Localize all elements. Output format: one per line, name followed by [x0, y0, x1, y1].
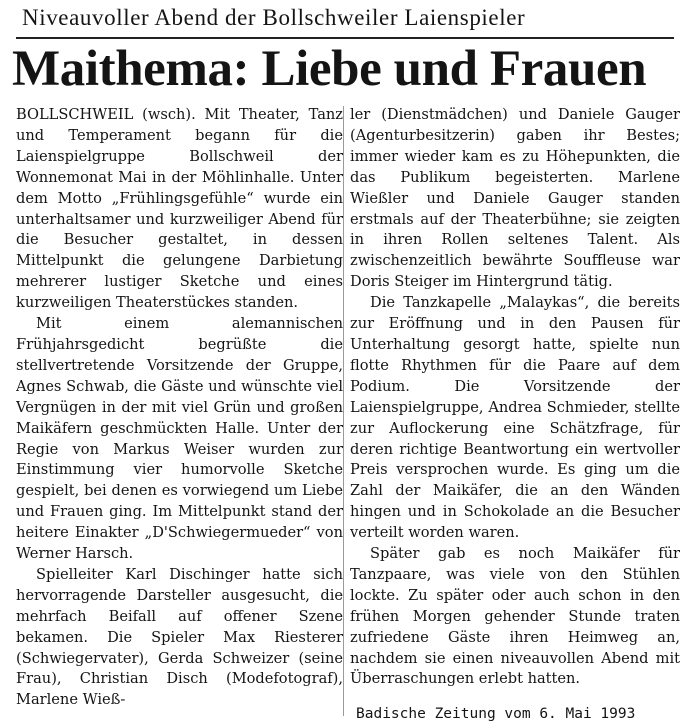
article-paragraph: Die Tanzkapelle „Malaykas“, die bereits zur Eröffnung und in den Pausen für Unterhaltung gesorgt hatte, spielte nun flotte Rhythmen für die Paare auf dem Podium. Die Vorsitzende der Laienspielgruppe, Andrea Schmieder, stellte zur Auflockerung eine Schätzfrage, für deren richtige Beantwortung ein wertvoller Preis versprochen wurde. Es ging um die Zahl der Maikäfer, die an den Wänden hingen und in Schokolade an die Besucher verteilt worden waren. — [350, 294, 680, 542]
column-divider — [343, 106, 344, 716]
article-headline: Maithema: Liebe und Frauen — [12, 41, 647, 97]
article-column-right — [350, 105, 680, 693]
article-paragraph: BOLLSCHWEIL (wsch). Mit Theater, Tanz und Temperament begann für die Laienspielgruppe Bollschweil der Wonnemonat Mai in der Möhlinhalle. Unter dem Motto „Frühlingsgefühle“ wurde ein unterhaltsamer und kurzweiliger Abend für die Besucher gestaltet, in dessen Mittelpunkt die gelungene Darbietung mehrerer lustiger Sketche und eines kurzweiligen Theaterstückes standen. — [16, 106, 343, 312]
source-note: Badische Zeitung vom 6. Mai 1993 — [356, 706, 636, 722]
article-column-left — [16, 105, 343, 725]
article-subheadline: Niveauvoller Abend der Bollschweiler Laienspieler — [22, 5, 526, 30]
article-paragraph: ler (Dienstmädchen) und Daniele Gauger (Agenturbesitzerin) gaben ihr Bestes; immer wieder kam es zu Höhepunkten, die das Publikum begeisterten. Marlene Wießler und Daniele Gauger standen erstmals auf der Theaterbühne; sie zeigten in ihren Rollen seltenes Talent. Als zwischenzeitlich bewährte Souffleuse war Doris Steiger im Hintergrund tätig. — [350, 106, 680, 291]
article-paragraph: Mit einem alemannischen Frühjahrsgedicht begrüßte die stellvertretende Vorsitzende der Gruppe, Agnes Schwab, die Gäste und wünschte viel Vergnügen in der mit viel Grün und großen Maikäfern geschmückten Halle. Unter der Regie von Markus Weiser wurden zur Einstimmung vier humorvolle Sketche gespielt, bei denen es vorwiegend um Liebe und Frauen ging. Im Mittelpunkt stand der heitere Einakter „D'Schwiegermueder“ von Werner Harsch. — [16, 315, 343, 563]
article-paragraph: Später gab es noch Maikäfer für Tanzpaare, was viele von den Stühlen lockte. Zu später oder auch schon in den frühen Morgen gehender Stunde traten zufriedene Gäste ihren Heimweg an, nachdem sie einen niveauvollen Abend mit Überraschungen erlebt hatten. — [350, 545, 680, 688]
article-paragraph: Spielleiter Karl Dischinger hatte sich hervorragende Darsteller ausgesucht, die mehrfach Beifall auf offener Szene bekamen. Die Spieler Max Riesterer (Schwiegervater), Gerda Schweizer (seine Frau), Christian Disch (Modefotograf), Marlene Wieß- — [16, 565, 343, 709]
